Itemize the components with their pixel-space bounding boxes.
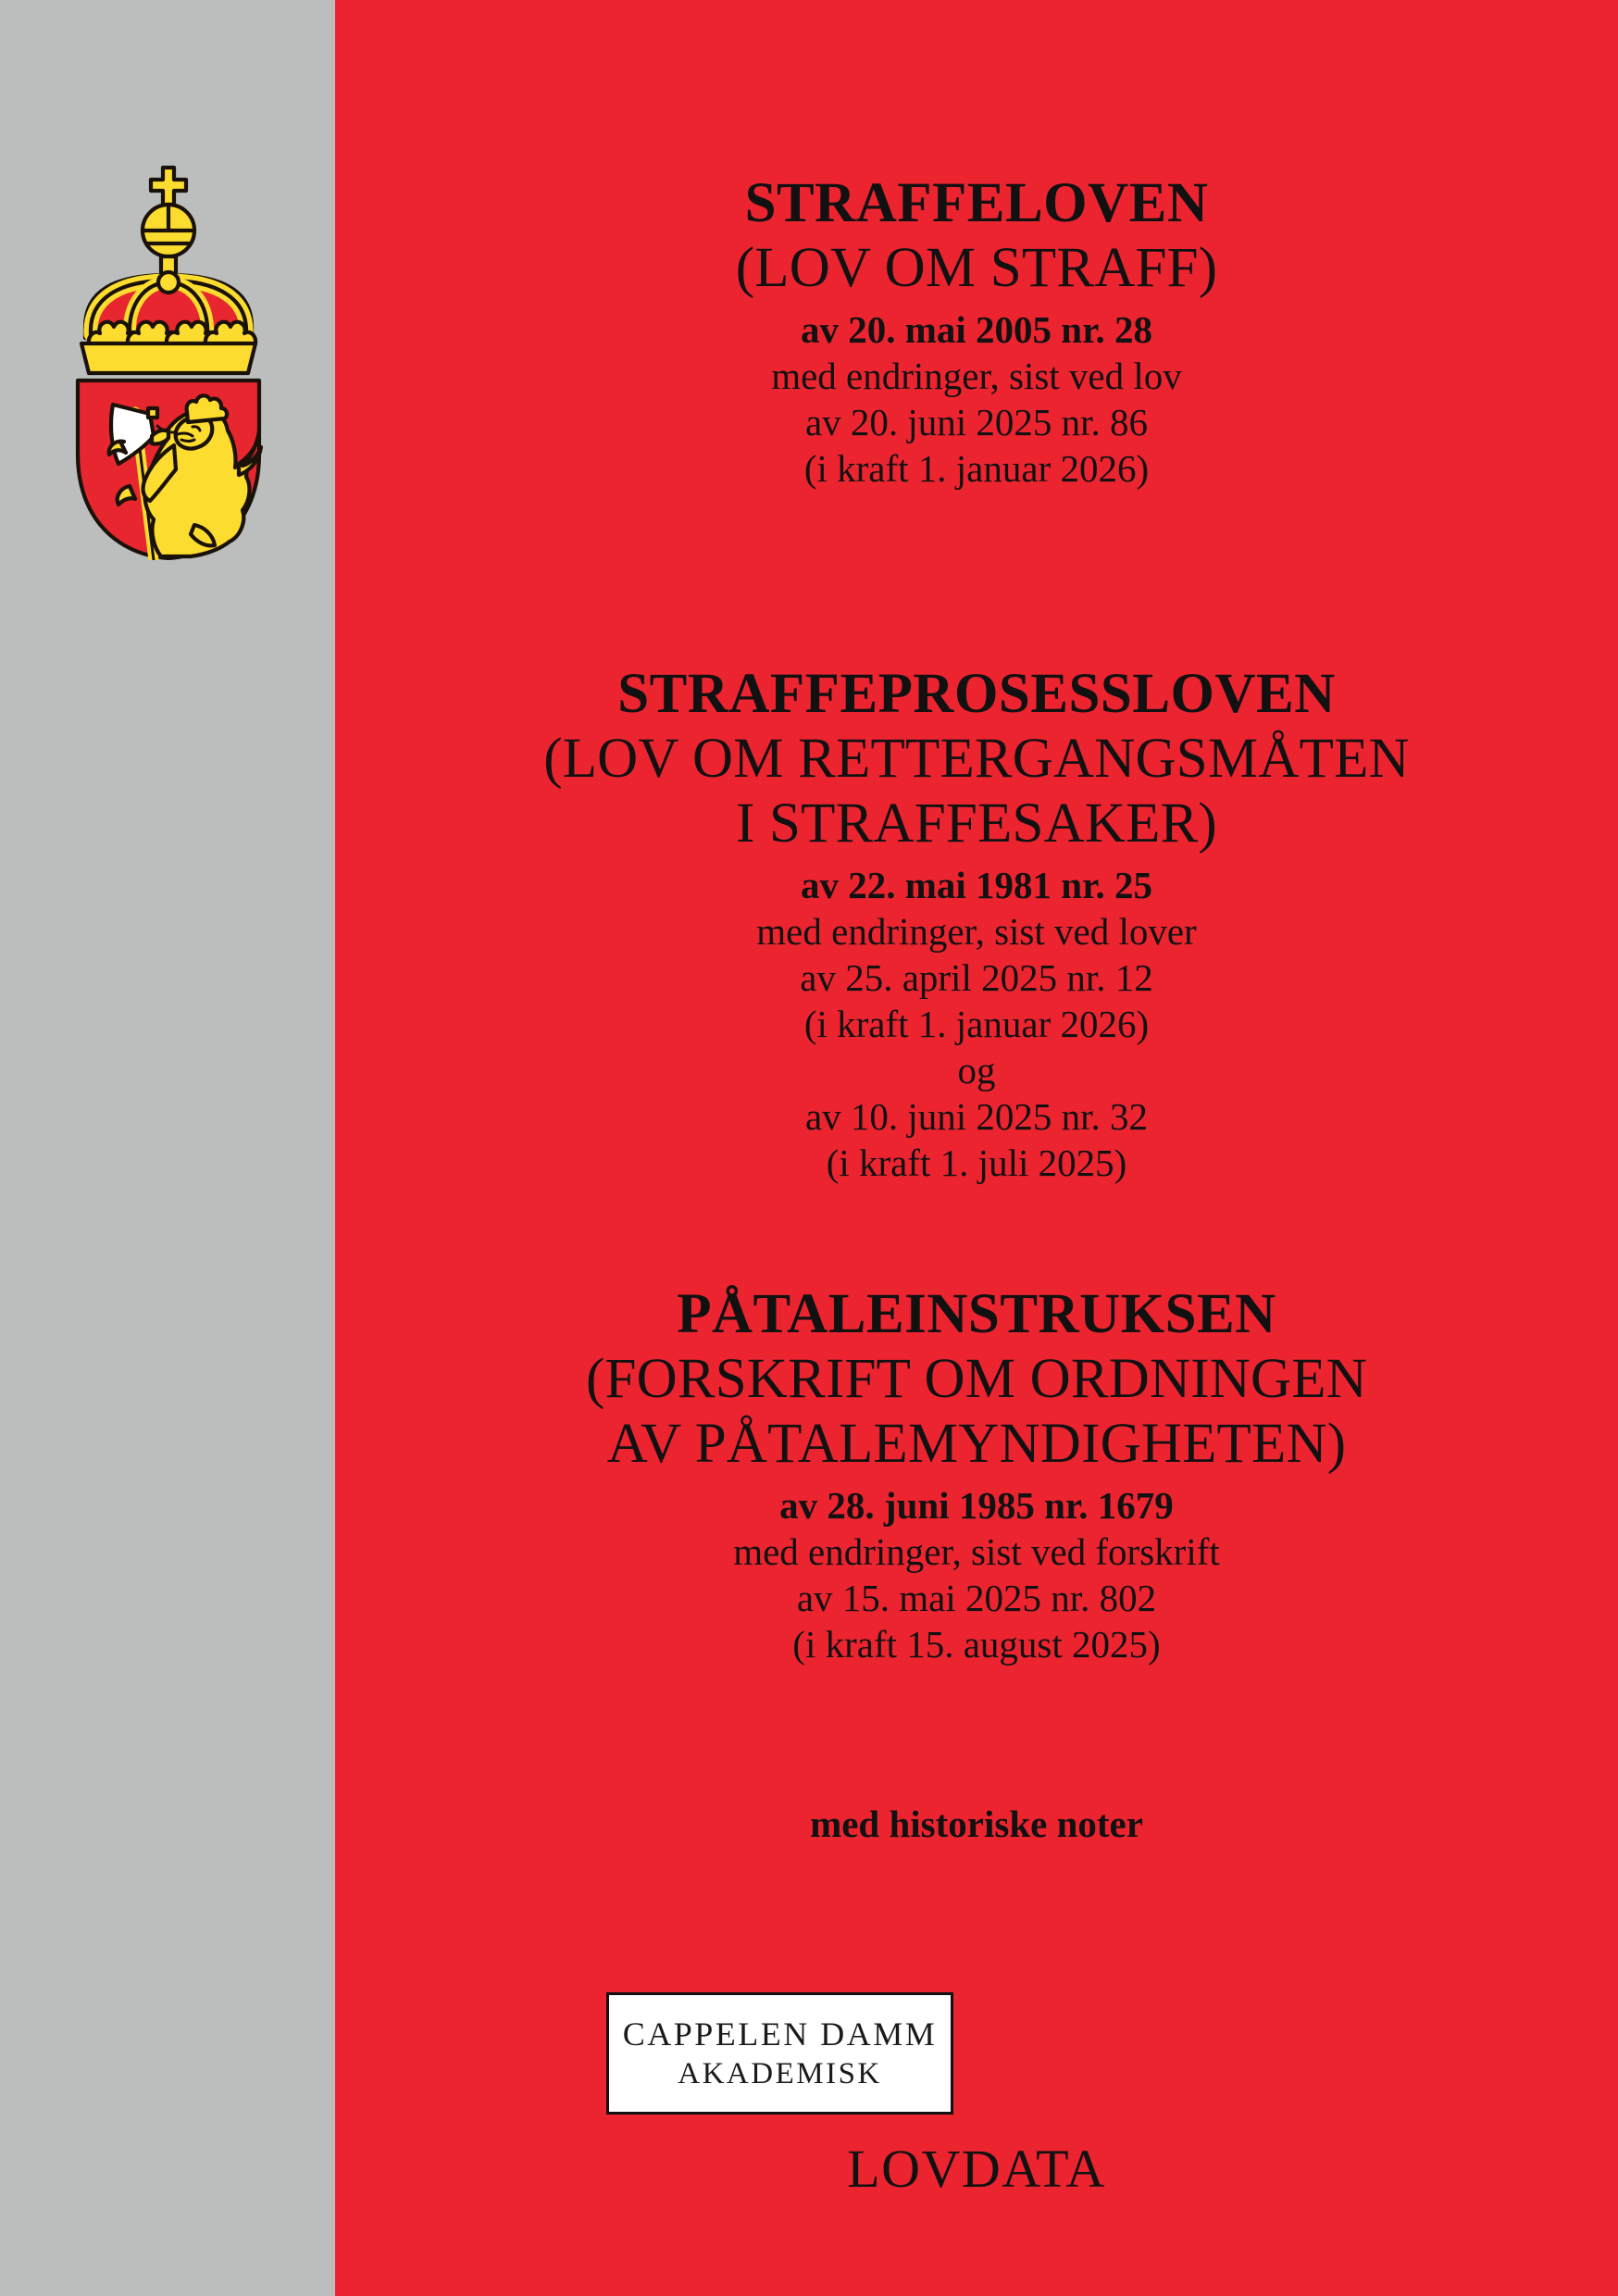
law-2-amendment-line-5: av 10. juni 2025 nr. 32 (804, 1095, 1149, 1138)
publisher-name-line-2: AKADEMISK (678, 2057, 882, 2090)
law-3-title: PÅTALEINSTRUKSEN (677, 1283, 1276, 1345)
law-2-amendment-line-3: (i kraft 1. januar 2026) (803, 1003, 1150, 1045)
law-1-title: STRAFFELOVEN (744, 172, 1209, 234)
law-2-subtitle-line-1: (LOV OM RETTERGANGSMÅTEN (543, 728, 1410, 790)
law-block-3 (335, 1282, 1618, 1667)
law-3-citation: av 28. juni 1985 nr. 1679 (779, 1484, 1174, 1527)
law-3-subtitle-line-2: AV PÅTALEMYNDIGHETEN) (606, 1413, 1347, 1475)
law-2-citation: av 22. mai 1981 nr. 25 (800, 864, 1153, 906)
historical-notes-label: med historiske noter (810, 1803, 1143, 1845)
publisher-logo (606, 1992, 953, 2115)
law-1-subtitle-line-1: (LOV OM STRAFF) (735, 237, 1218, 299)
law-2-amendment-line-4: og (957, 1049, 996, 1092)
cover-text-column (335, 0, 1618, 2296)
law-1-amendment-line-3: (i kraft 1. januar 2026) (803, 447, 1150, 490)
law-1-amendment-line-1: med endringer, sist ved lov (771, 355, 1182, 397)
law-2-amendment-line-6: (i kraft 1. juli 2025) (826, 1142, 1127, 1184)
law-2-amendment-line-2: av 25. april 2025 nr. 12 (800, 956, 1153, 999)
law-1-amendment-line-2: av 20. juni 2025 nr. 86 (804, 401, 1149, 443)
law-3-amendment-line-3: (i kraft 15. august 2025) (792, 1623, 1161, 1666)
law-block-1 (335, 171, 1618, 492)
law-2-title: STRAFFEPROSESSLOVEN (617, 663, 1336, 725)
law-1-citation: av 20. mai 2005 nr. 28 (800, 308, 1153, 351)
law-2-amendment-line-1: med endringer, sist ved lover (756, 910, 1197, 953)
law-2-subtitle-line-2: I STRAFFESAKER) (736, 792, 1217, 855)
law-3-amendment-line-1: med endringer, sist ved forskrift (733, 1530, 1220, 1573)
historical-notes-block (335, 1801, 1618, 1847)
law-3-amendment-line-2: av 15. mai 2025 nr. 802 (796, 1577, 1157, 1619)
data-provider-label: LOVDATA (847, 2139, 1106, 2199)
publisher-name-line-1: CAPPELEN DAMM (622, 2015, 938, 2053)
law-block-2 (335, 662, 1618, 1186)
law-3-subtitle-line-1: (FORSKRIFT OM ORDNINGEN (585, 1348, 1367, 1410)
norwegian-coat-of-arms-icon (57, 162, 280, 560)
